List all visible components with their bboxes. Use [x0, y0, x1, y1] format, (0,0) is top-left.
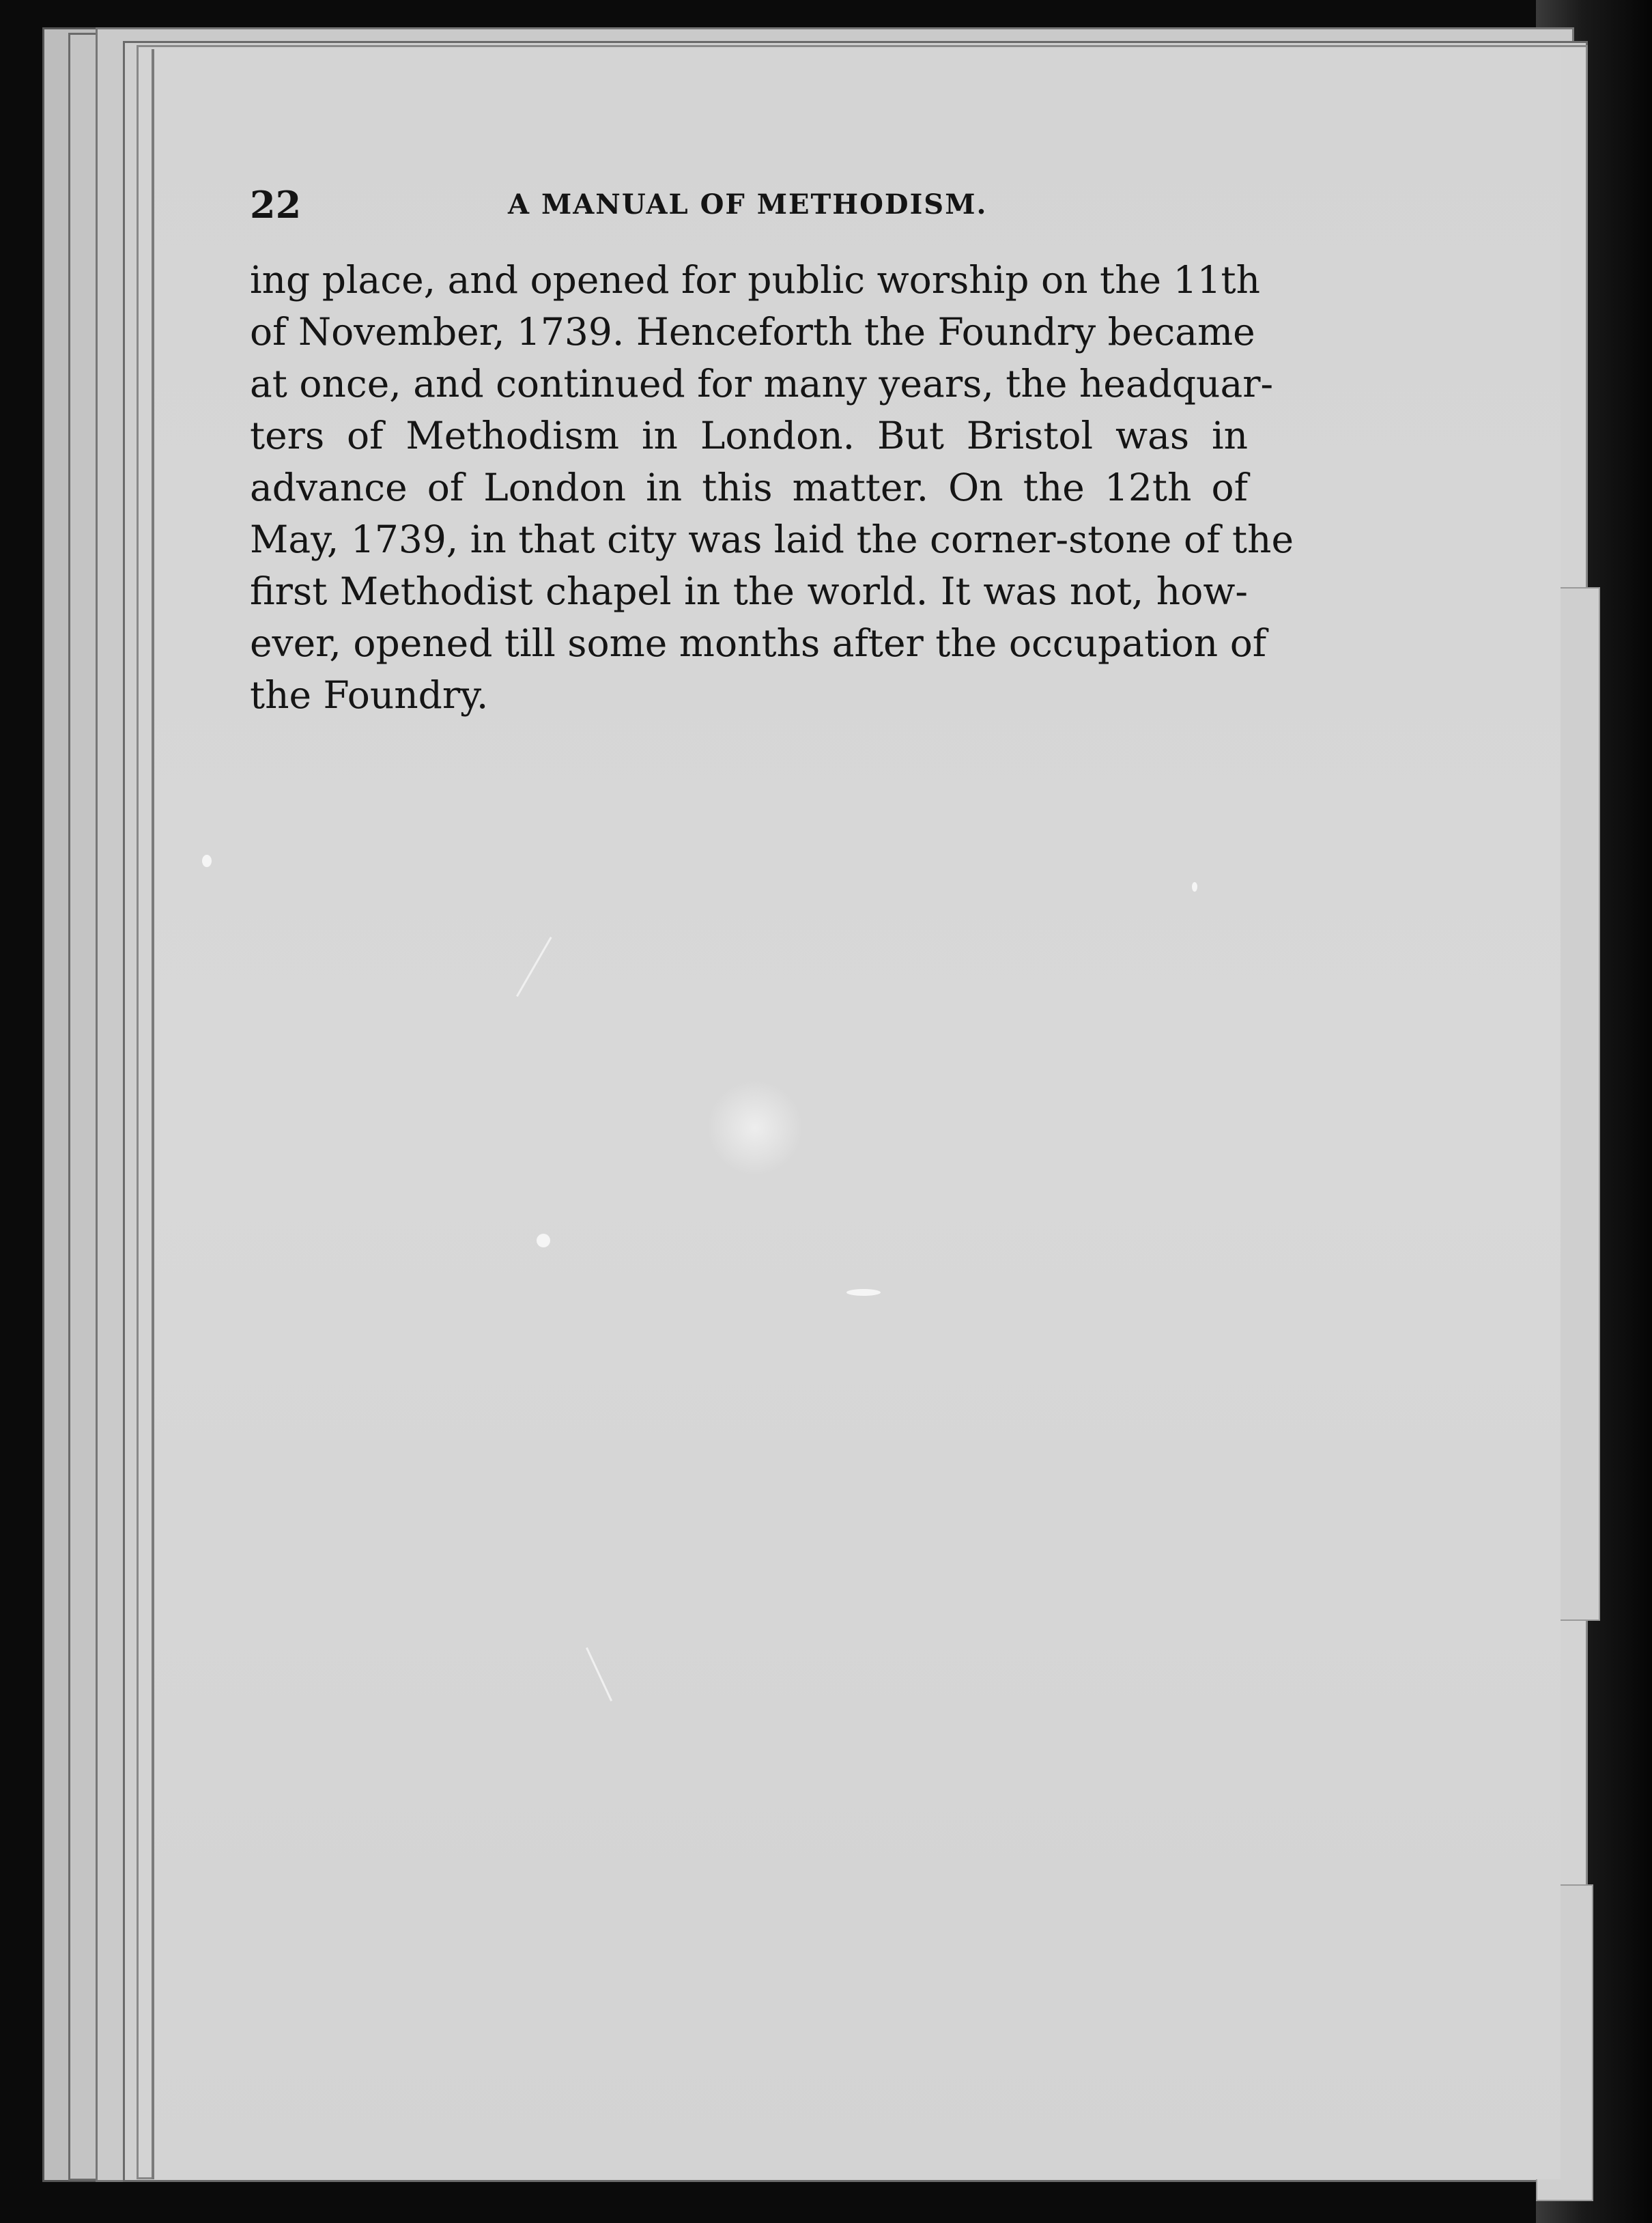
scratch-mark — [516, 937, 552, 997]
running-title: A MANUAL OF METHODISM. — [508, 188, 988, 221]
text-line: at once, and continued for many years, the headquar- — [250, 362, 1274, 406]
text-line: ters of Methodism in London. But Bristol was in — [250, 414, 1248, 457]
dust-speck — [1192, 882, 1197, 892]
dust-speck — [537, 1234, 550, 1247]
running-head — [250, 183, 1165, 231]
dust-speck — [846, 1289, 881, 1296]
text-line: May, 1739, in that city was laid the corner-stone of the — [250, 518, 1294, 561]
text-line: ever, opened till some months after the occupation of — [250, 621, 1267, 665]
text-line: of November, 1739. Henceforth the Foundry became — [250, 310, 1255, 354]
text-line: first Methodist chapel in the world. It was not, how- — [250, 569, 1248, 613]
text-line: ing place, and opened for public worship on the 11th — [250, 258, 1261, 302]
scratch-mark — [586, 1647, 612, 1701]
body-paragraph — [250, 254, 1294, 721]
dust-speck — [202, 855, 212, 867]
page-number: 22 — [250, 183, 302, 227]
text-line: the Foundry. — [250, 673, 489, 717]
text-line: advance of London in this matter. On the 12th of — [250, 466, 1248, 509]
